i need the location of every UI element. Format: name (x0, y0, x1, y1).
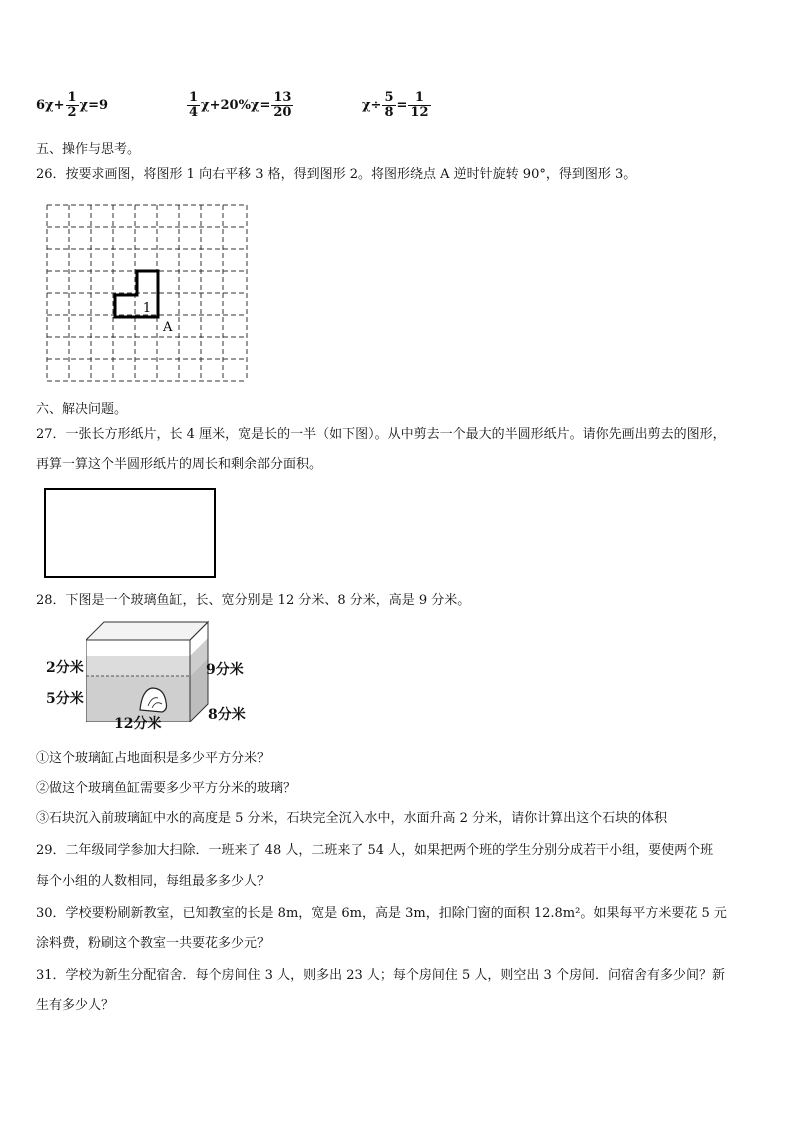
equation-1 (36, 91, 108, 120)
equation-2-mid: χ+20%χ= (201, 98, 271, 113)
equation-2-fraction (187, 91, 200, 120)
label-5-dm: 5分米 (46, 691, 84, 707)
point-a-label: A (163, 320, 173, 335)
equation-3-fraction (382, 91, 395, 120)
label-2-dm: 2分米 (46, 660, 84, 676)
section-5-heading: 五、操作与思考。 (36, 142, 141, 157)
shape-1-label: 1 (142, 301, 152, 316)
label-8-dm: 8分米 (208, 707, 246, 723)
question-30-line-1: 30．学校要粉刷新教室，已知教室的长是 8m，宽是 6m，高是 3m，扣除门窗的面积 12.8m²。如果每平方米要花 5 元 (36, 906, 727, 921)
equation-3-pre: χ÷ (362, 98, 382, 113)
grid-figure (44, 202, 252, 384)
equation-3-mid: = (396, 98, 408, 113)
equation-3 (362, 91, 432, 120)
equation-2-fraction-result (271, 91, 293, 120)
fraction-denominator: 4 (189, 105, 199, 120)
question-26: 26．按要求画图，将图形 1 向右平移 3 格，得到图形 2。将图形绕点 A 逆时针旋转 90°，得到图形 3。 (36, 167, 637, 182)
question-29-line-2: 每个小组的人数相同，每组最多多少人？ (36, 874, 271, 889)
fraction-denominator: 8 (384, 105, 394, 120)
question-27-line-1: 27．一张长方形纸片，长 4 厘米，宽是长的一半（如下图）。从中剪去一个最大的半圆形纸片。请你先画出剪去的图形， (36, 427, 726, 442)
question-31-line-2: 生有多少人？ (36, 998, 115, 1013)
question-28-part-1: ①这个玻璃缸占地面积是多少平方分米？ (36, 751, 271, 766)
fraction-numerator: 1 (189, 90, 199, 105)
fraction-denominator: 2 (67, 105, 77, 120)
fraction-numerator: 5 (384, 90, 394, 105)
equation-1-post: χ=9 (79, 98, 109, 113)
fraction-numerator: 1 (67, 90, 77, 105)
equation-3-fraction-result (408, 91, 430, 120)
fraction-denominator: 20 (273, 105, 292, 120)
dashed-grid (47, 205, 247, 381)
raised-water-band (86, 656, 190, 676)
label-12-dm: 12分米 (114, 716, 162, 732)
fish-tank-figure (86, 618, 212, 722)
tank-top (86, 622, 208, 640)
question-31-line-1: 31．学校为新生分配宿舍．每个房间住 3 人，则多出 23 人；每个房间住 5 人，则空出 3 个房间．问宿舍有多少间？新 (36, 968, 725, 983)
question-30-line-2: 涂料费，粉刷这个教室一共要花多少元？ (36, 936, 271, 951)
shape-1 (115, 271, 158, 317)
rectangle-paper (44, 488, 216, 578)
fraction-denominator: 12 (410, 105, 429, 120)
section-6-heading: 六、解决问题。 (36, 402, 128, 417)
equation-1-pre: 6χ+ (36, 98, 65, 113)
fraction-numerator: 1 (414, 90, 424, 105)
question-28: 28．下图是一个玻璃鱼缸，长、宽分别是 12 分米、8 分米，高是 9 分米。 (36, 593, 471, 608)
question-27-line-2: 再算一算这个半圆形纸片的周长和剩余部分面积。 (36, 457, 323, 472)
fraction-numerator: 13 (273, 90, 292, 105)
label-9-dm: 9分米 (206, 662, 244, 678)
question-28-part-2: ②做这个玻璃鱼缸需要多少平方分米的玻璃？ (36, 781, 297, 796)
equation-2 (186, 91, 294, 120)
question-28-part-3: ③石块沉入前玻璃缸中水的高度是 5 分米，石块完全沉入水中，水面升高 2 分米，请你计算出这个石块的体积 (36, 811, 668, 826)
equation-1-fraction (66, 91, 79, 120)
question-29-line-1: 29．二年级同学参加大扫除．一班来了 48 人，二班来了 54 人，如果把两个班的学生分别分成若干小组，要使两个班 (36, 843, 714, 858)
